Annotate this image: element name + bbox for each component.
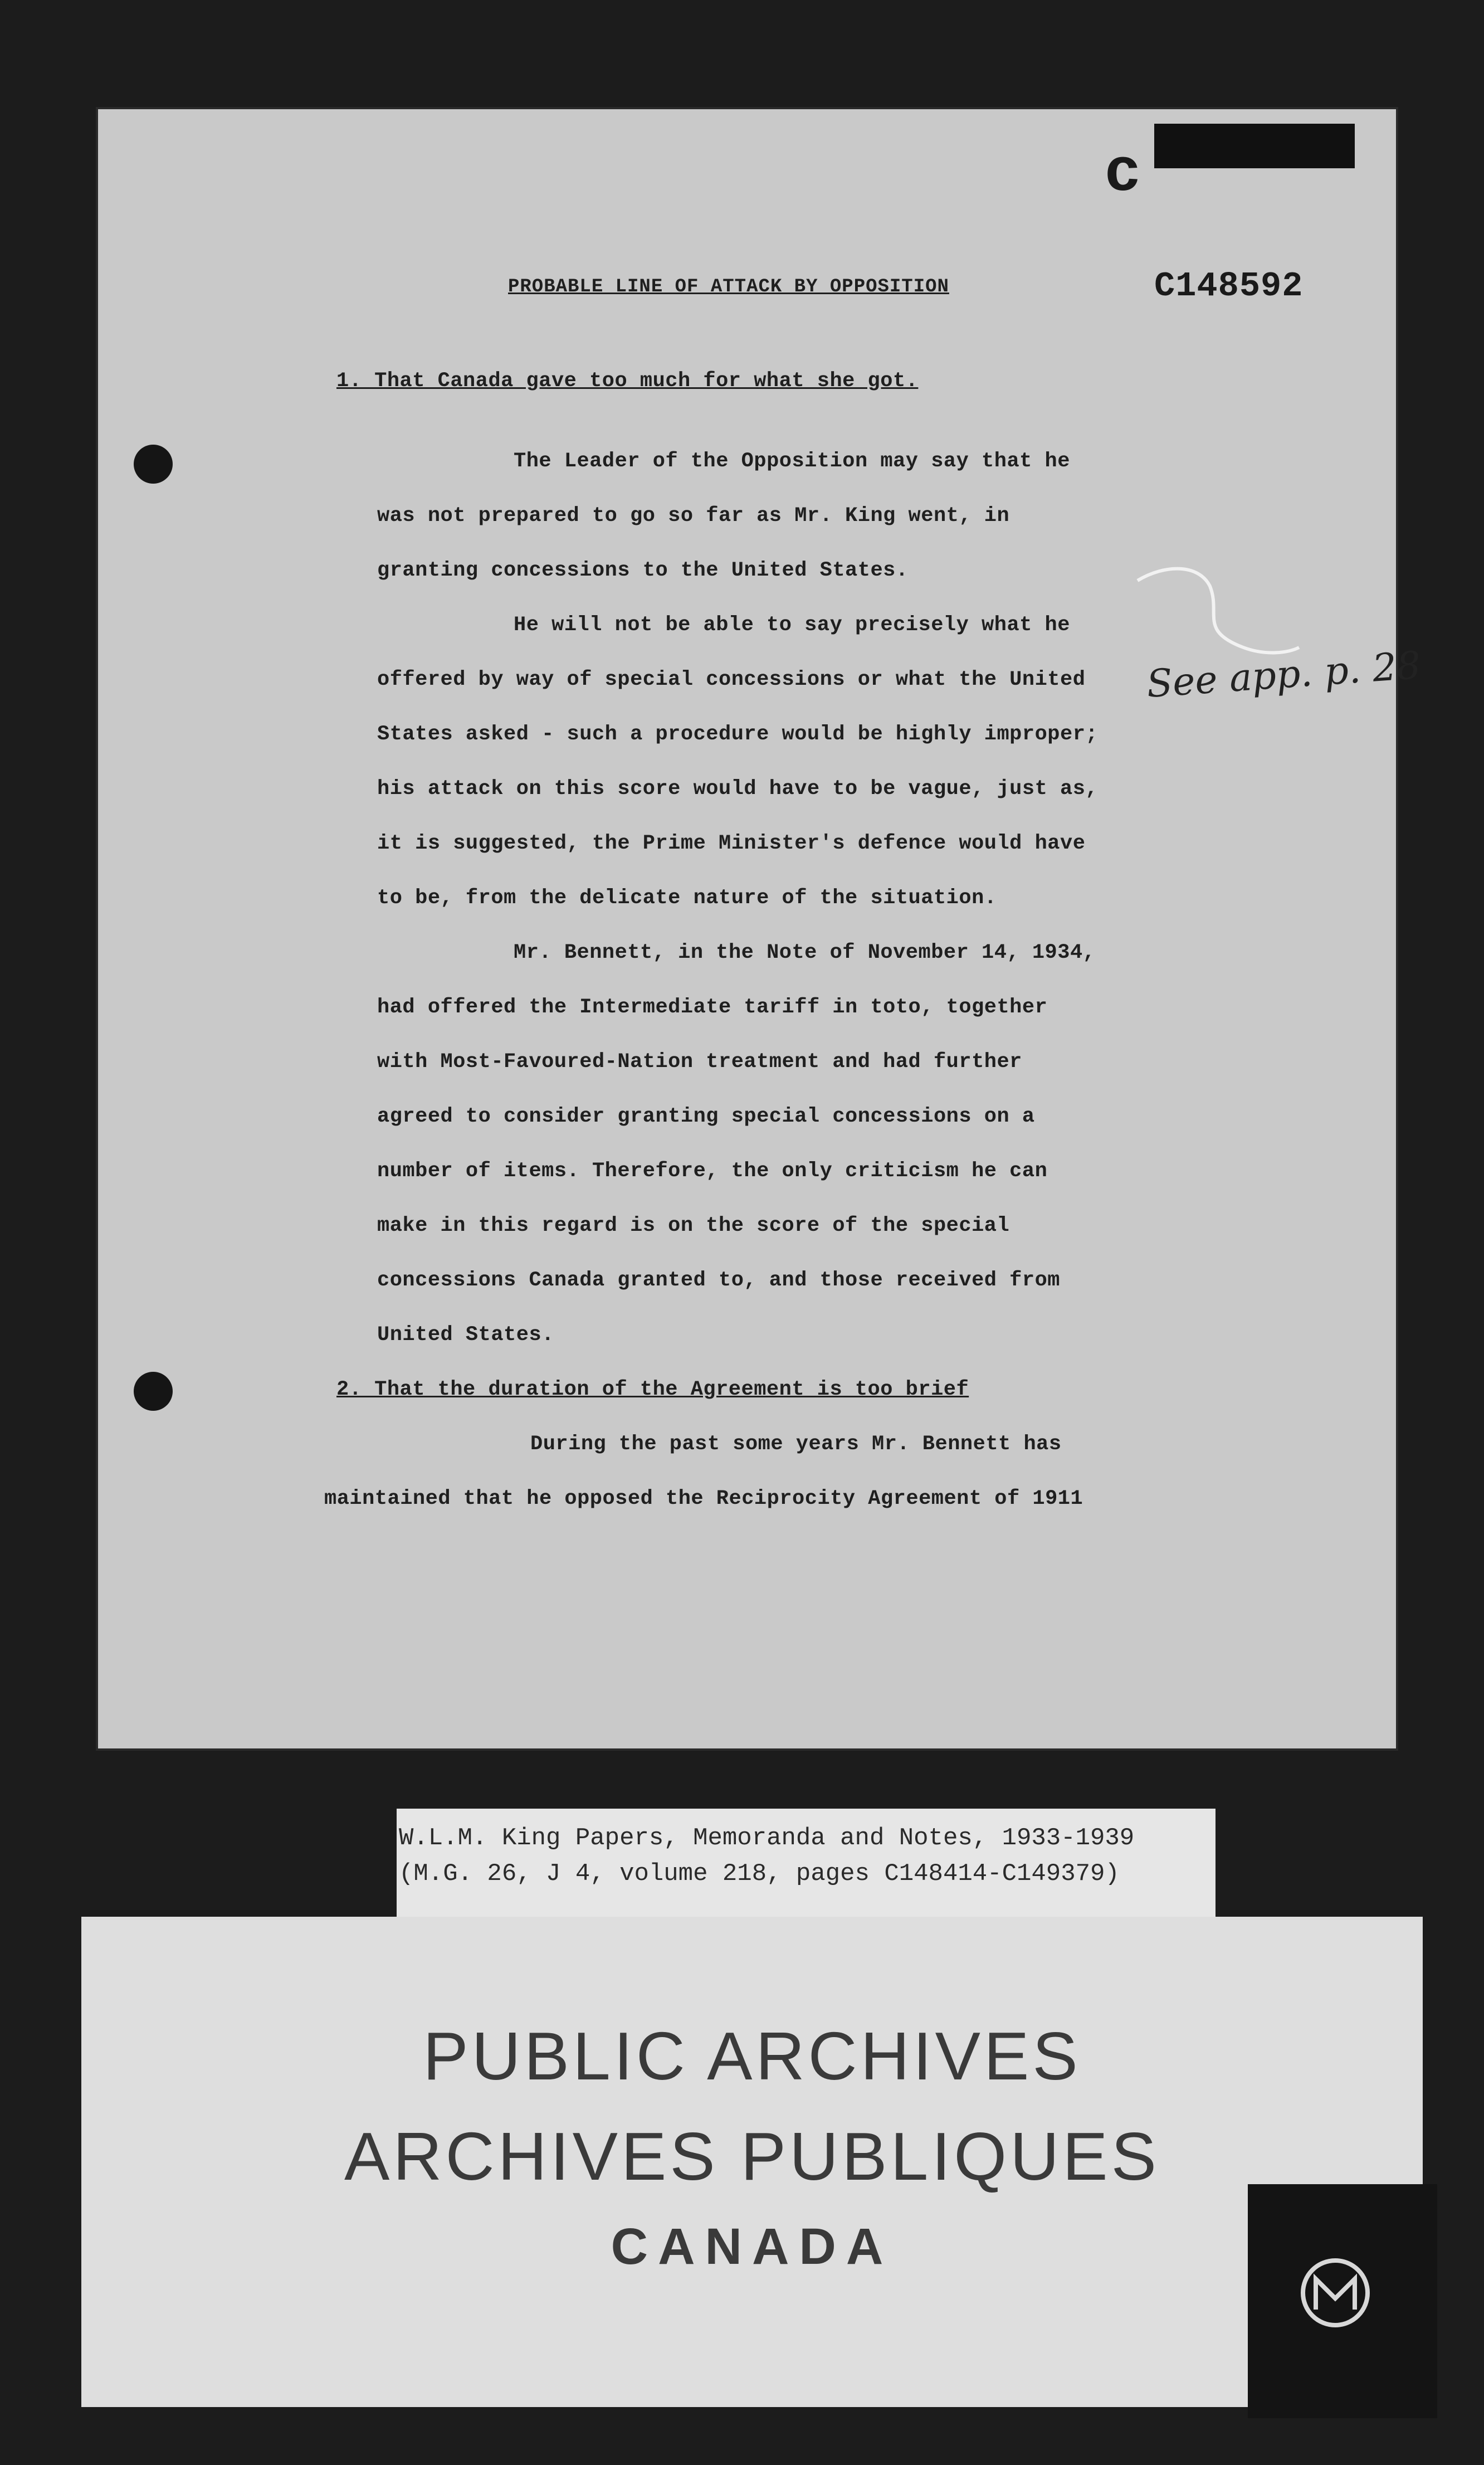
- body-line: concessions Canada granted to, and those received from: [377, 1269, 1060, 1292]
- body-line: number of items. Therefore, the only criticism he can: [377, 1160, 1048, 1183]
- section-2-heading: 2. That the duration of the Agreement is too brief: [336, 1378, 969, 1401]
- body-line: his attack on this score would have to be vague, just as,: [377, 777, 1099, 801]
- page-title: PROBABLE LINE OF ATTACK BY OPPOSITION: [508, 276, 949, 298]
- citation-slip: [397, 1809, 1215, 1920]
- body-line: it is suggested, the Prime Minister's defence would have: [377, 832, 1086, 855]
- body-line: make in this regard is on the score of the special: [377, 1214, 1010, 1238]
- section-1-heading: 1. That Canada gave too much for what she got.: [336, 369, 919, 393]
- file-mark: c: [1105, 135, 1140, 203]
- body-line: with Most-Favoured-Nation treatment and had further: [377, 1050, 1022, 1074]
- body-line: granting concessions to the United States.: [377, 559, 909, 582]
- redacted-stamp: [1154, 124, 1355, 168]
- archives-card: [81, 1917, 1423, 2407]
- body-line: Mr. Bennett, in the Note of November 14, 1934,: [514, 941, 1096, 964]
- body-line: maintained that he opposed the Reciprocity Agreement of 1911: [324, 1487, 1083, 1511]
- body-line: had offered the Intermediate tariff in toto, together: [377, 996, 1048, 1019]
- document-number: C148592: [1154, 266, 1304, 306]
- punch-hole-top: [134, 445, 173, 484]
- archives-title-en: PUBLIC ARCHIVES: [423, 2018, 1081, 2094]
- handwritten-note: See app. p. 28: [1145, 643, 1422, 707]
- archives-country: CANADA: [611, 2218, 894, 2275]
- body-line: offered by way of special concessions or what the United: [377, 668, 1086, 691]
- body-line: United States.: [377, 1323, 554, 1347]
- archives-logo-icon: [1299, 2257, 1371, 2329]
- citation-line-1: W.L.M. King Papers, Memoranda and Notes, 1933-1939: [399, 1824, 1135, 1852]
- handwritten-bracket: [1132, 564, 1310, 664]
- document-page: [96, 107, 1422, 1751]
- body-line: States asked - such a procedure would be highly improper;: [377, 723, 1099, 746]
- archives-title-fr: ARCHIVES PUBLIQUES: [344, 2118, 1160, 2194]
- body-line: to be, from the delicate nature of the situation.: [377, 886, 997, 910]
- body-line: He will not be able to say precisely what he: [514, 613, 1070, 637]
- citation-line-2: (M.G. 26, J 4, volume 218, pages C148414-C149379): [399, 1860, 1120, 1888]
- body-line: During the past some years Mr. Bennett has: [530, 1433, 1062, 1456]
- body-line: The Leader of the Opposition may say that he: [514, 450, 1070, 473]
- body-line: was not prepared to go so far as Mr. King went, in: [377, 504, 1010, 528]
- punch-hole-bottom: [134, 1372, 173, 1411]
- body-line: agreed to consider granting special concessions on a: [377, 1105, 1035, 1128]
